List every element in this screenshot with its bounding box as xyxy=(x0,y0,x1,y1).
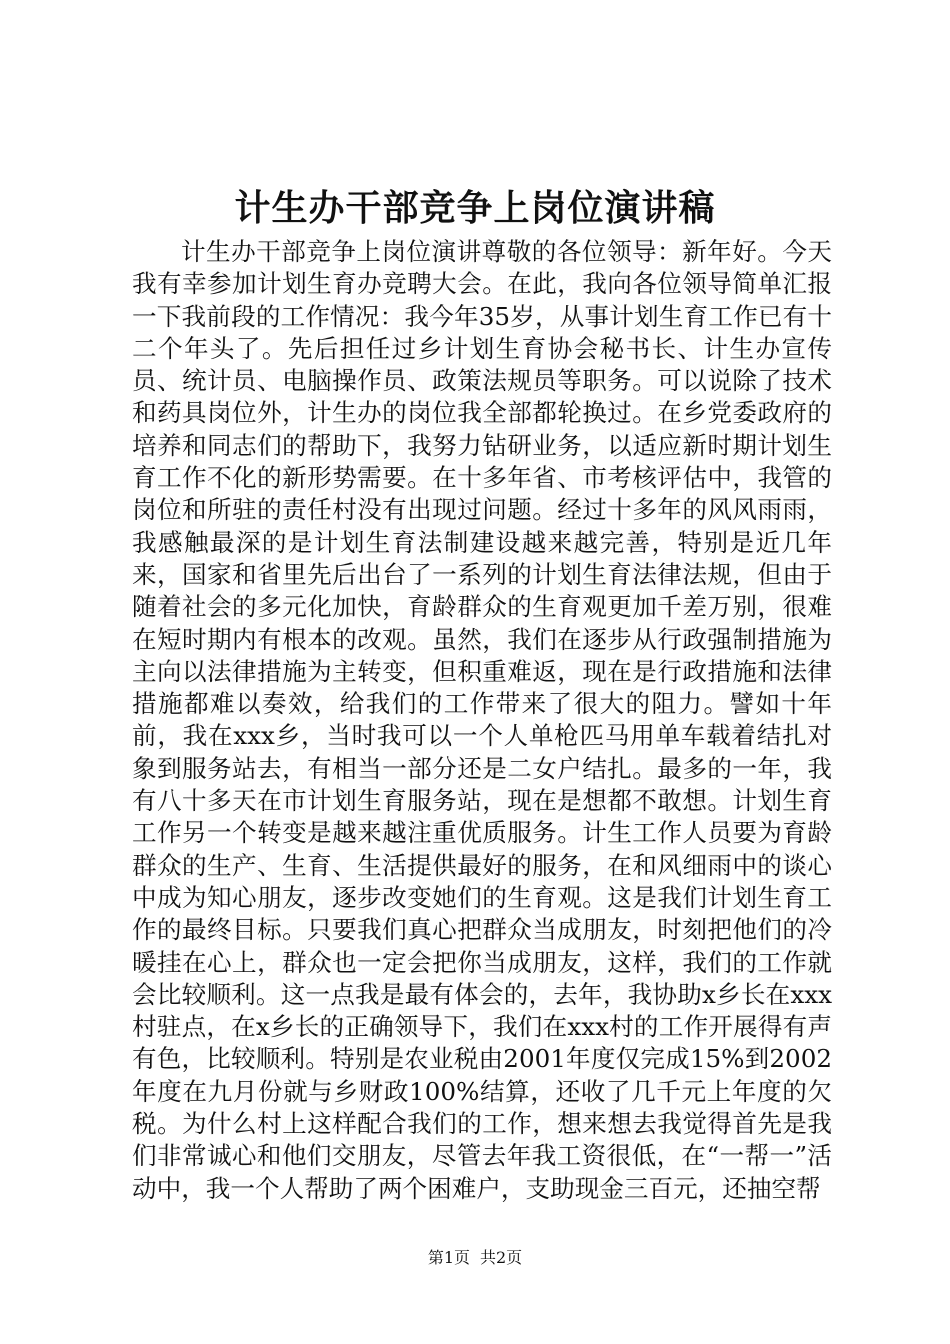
page-number: 第1页 xyxy=(427,1248,470,1267)
document-title: 计生办干部竞争上岗位演讲稿 xyxy=(234,187,716,229)
document-body: 计生办干部竞争上岗位演讲尊敬的各位领导：新年好。今天我有幸参加计划生育办竞聘大会。在此，我向各位领导简单汇报一下我前段的工作情况：我今年35岁，从事计划生育工作已有十二个年头了。先后担任过乡计划生育协会秘书长、计生办宣传员、统计员、电脑操作员、政策法规员等职务。可以说除了技术和药具岗位外，计生办的岗位我全部都轮换过。在乡党委政府的培养和同志们的帮助下，我努力钻研业务，以适应新时期计划生育工作不化的新形势需要。在十多年省、市考核评估中，我管的岗位和所驻的责任村没有出现过问题。经过十多年的风风雨雨，我感触最深的是计划生育法制建设越来越完善，特别是近几年来，国家和省里先后出台了一系列的计划生育法律法规，但由于随着社会的多元化加快，育龄群众的生育观更加千差万别，很难在短时期内有根本的改观。虽然，我们在逐步从行政强制措施为主向以法律措施为主转变，但积重难返，现在是行政措施和法律措施都难以奏效，给我们的工作带来了很大的阻力。譬如十年前，我在xxx乡，当时我可以一个人单枪匹马用单车载着结扎对象到服务站去，有相当一部分还是二女户结扎。最多的一年，我有八十多天在市计划生育服务站，现在是想都不敢想。计划生育工作另一个转变是越来越注重优质服务。计生工作人员要为育龄群众的生产、生育、生活提供最好的服务，在和风细雨中的谈心中成为知心朋友，逐步改变她们的生育观。这是我们计划生育工作的最终目标。只要我们真心把群众当成朋友，时刻把他们的冷暖挂在心上，群众也一定会把你当成朋友，这样，我们的工作就会比较顺利。这一点我是最有体会的，去年，我协助x乡长在xxx村驻点，在x乡长的正确领导下，我们在xxx村的工作开展得有声有色，比较顺利。特别是农业税由2001年度仅完成15%到2002年度在九月份就与乡财政100%结算，还收了几千元上年度的欠税。为什么村上这样配合我们的工作，想来想去我觉得首先是我们非常诚心和他们交朋友，尽管去年我工资很低，在“一帮一”活动中，我一个人帮助了两个困难户，支助现金三百元，还抽空帮 xyxy=(132,237,832,1203)
page-footer xyxy=(0,1248,950,1268)
page-total: 共2页 xyxy=(480,1248,523,1267)
